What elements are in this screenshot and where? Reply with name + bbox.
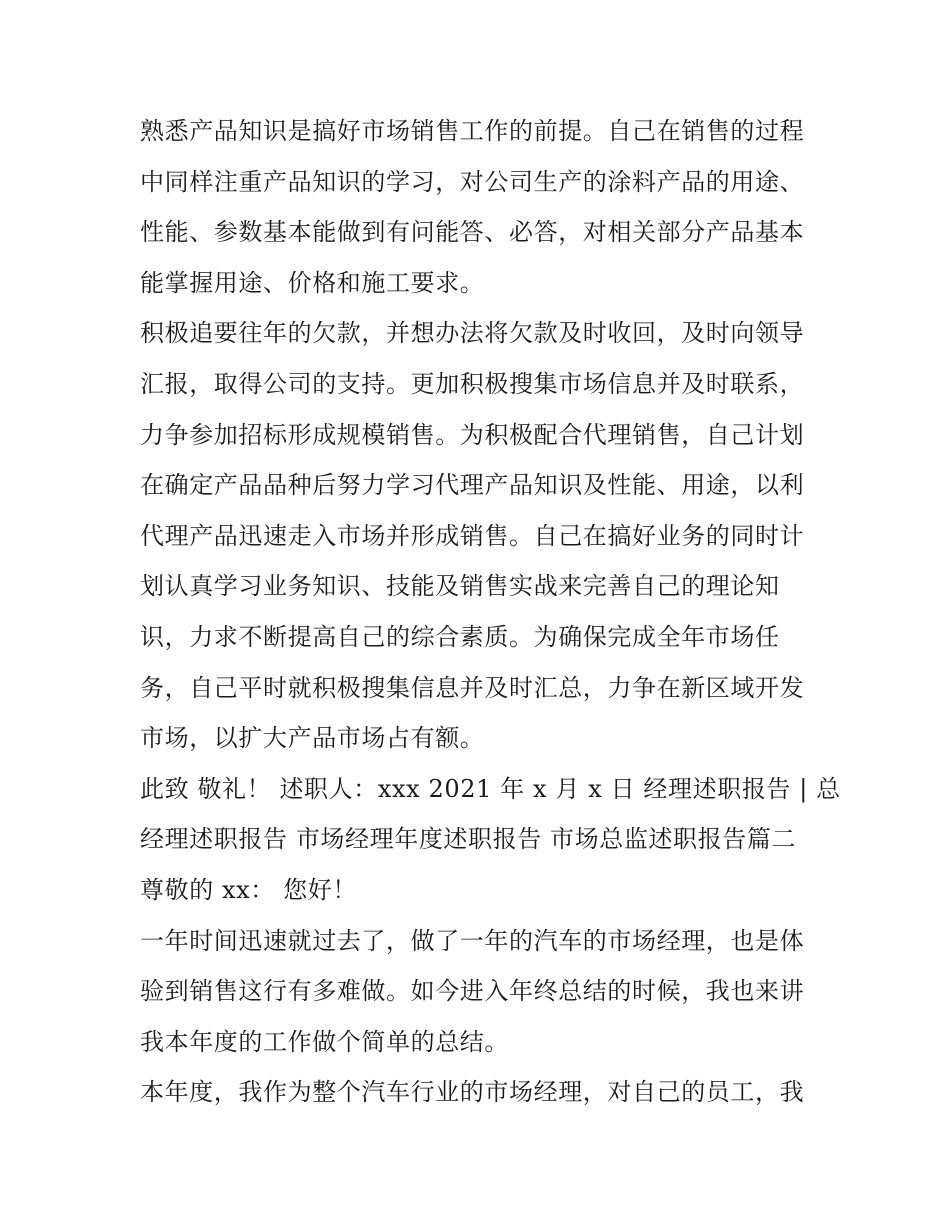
text-line: 务，自己平时就积极搜集信息并及时汇总，力争在新区域开发 xyxy=(140,673,805,702)
text-line: 熟悉产品知识是搞好市场销售工作的前提。自己在销售的过程 xyxy=(140,117,805,145)
text-line: 验到销售这行有多难做。如今进入年终总结的时候，我也来讲 xyxy=(140,977,805,1006)
text-line: 代理产品迅速走入市场并形成销售。自己在搞好业务的同时计 xyxy=(140,521,805,550)
text-line: 我本年度的工作做个简单的总结。 xyxy=(140,1027,509,1056)
text-line: 一年时间迅速就过去了，做了一年的汽车的市场经理，也是体 xyxy=(140,926,805,955)
text-line: 尊敬的 xx： 您好！ xyxy=(140,875,357,904)
text-line: 市场，以扩大产品市场占有额。 xyxy=(140,724,485,753)
text-line: 本年度，我作为整个汽车行业的市场经理，对自己的员工，我 xyxy=(140,1078,805,1107)
text-line: 力争参加招标形成规模销售。为积极配合代理销售，自己计划 xyxy=(140,420,805,449)
text-line: 此致 敬礼！ 述职人：xxx 2021 年 x 月 x 日 经理述职报告 | 总 xyxy=(140,774,841,803)
text-line: 经理述职报告 市场经理年度述职报告 市场总监述职报告篇二 xyxy=(140,825,797,854)
text-line: 识，力求不断提高自己的综合素质。为确保完成全年市场任 xyxy=(140,622,780,651)
text-line: 积极追要往年的欠款，并想办法将欠款及时收回，及时向领导 xyxy=(140,319,805,348)
document-body xyxy=(140,106,841,1118)
text-line: 性能、参数基本能做到有问能答、必答，对相关部分产品基本 xyxy=(140,218,805,247)
text-line: 在确定产品品种后努力学习代理产品知识及性能、用途，以利 xyxy=(140,471,805,500)
text-line: 能掌握用途、价格和施工要求。 xyxy=(140,268,485,297)
text-line: 划认真学习业务知识、技能及销售实战来完善自己的理论知 xyxy=(140,572,780,601)
text-line: 汇报，取得公司的支持。更加积极搜集市场信息并及时联系， xyxy=(140,369,805,398)
text-line: 中同样注重产品知识的学习，对公司生产的涂料产品的用途、 xyxy=(140,167,805,196)
